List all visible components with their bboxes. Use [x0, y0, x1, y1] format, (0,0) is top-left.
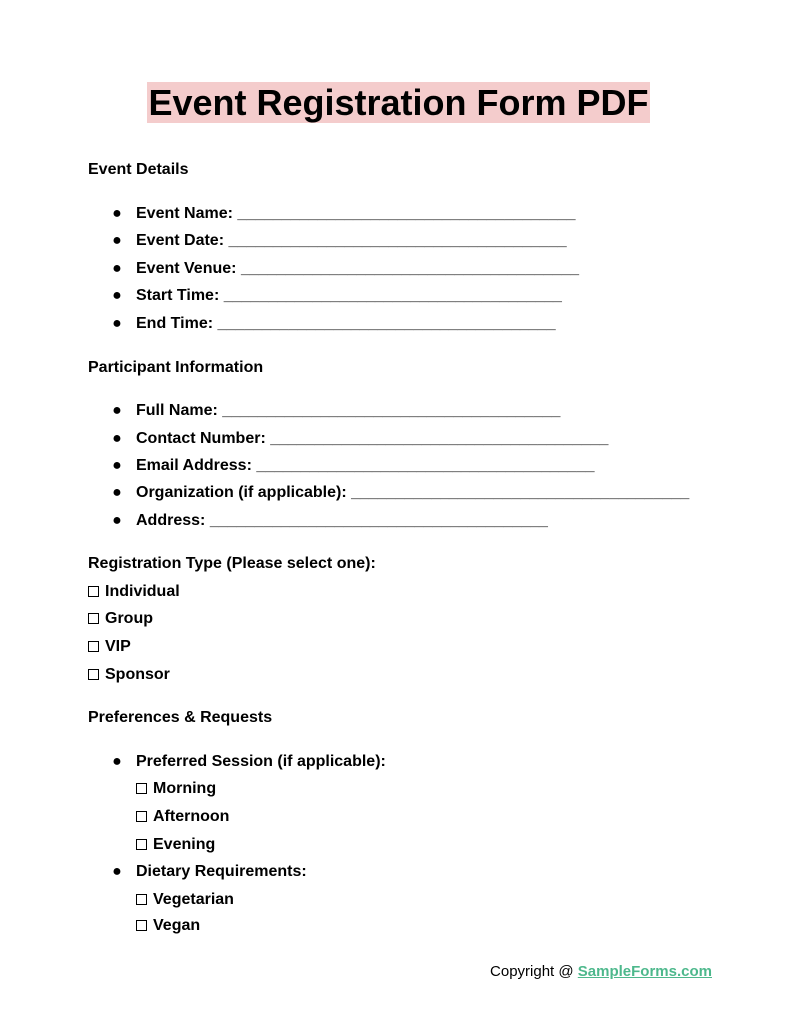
checkbox-icon[interactable] — [136, 894, 147, 905]
fill-in-line[interactable]: ______________________________________ — [270, 430, 609, 447]
bullet-icon: ● — [112, 287, 122, 304]
checkbox-icon[interactable] — [88, 669, 99, 680]
checkbox-icon[interactable] — [136, 811, 147, 822]
bullet-icon: ● — [112, 430, 122, 447]
checkbox-icon[interactable] — [88, 586, 99, 597]
bullet-icon: ● — [112, 205, 122, 222]
bullet-icon: ● — [112, 402, 122, 419]
checkbox-option-vegetarian[interactable] — [136, 891, 234, 909]
field-label: Email Address: — [136, 457, 252, 474]
footer-copyright — [490, 963, 712, 981]
bullet-icon: ● — [112, 753, 122, 770]
field-label: Start Time: — [136, 287, 220, 304]
checkbox-option-afternoon[interactable] — [136, 808, 229, 826]
field-label: Organization (if applicable): — [136, 484, 347, 501]
field-label: Event Venue: — [136, 260, 237, 277]
field-label: Event Name: — [136, 205, 233, 222]
checkbox-icon[interactable] — [136, 839, 147, 850]
copyright-text: Copyright @ — [490, 963, 578, 980]
fill-in-line[interactable]: ______________________________________ — [217, 315, 556, 332]
section-heading-preferences: Preferences & Requests — [88, 709, 273, 726]
option-label: Group — [105, 610, 153, 627]
field-label: End Time: — [136, 315, 214, 332]
field-label: Address: — [136, 512, 206, 529]
option-label: Afternoon — [153, 808, 230, 825]
fill-in-line[interactable]: ______________________________________ — [209, 512, 548, 529]
fill-in-line[interactable]: ______________________________________ — [256, 457, 595, 474]
checkbox-icon[interactable] — [88, 613, 99, 624]
checkbox-option-morning[interactable] — [136, 780, 216, 798]
option-label: Individual — [105, 583, 180, 600]
bullet-icon: ● — [112, 315, 122, 332]
fill-in-line[interactable]: ______________________________________ — [237, 205, 576, 222]
fill-in-line[interactable]: ______________________________________ — [240, 260, 580, 277]
checkbox-option-vip[interactable] — [88, 638, 131, 656]
bullet-icon: ● — [112, 260, 122, 277]
bullet-icon: ● — [112, 512, 122, 529]
fill-in-line[interactable]: ______________________________________ — [351, 484, 690, 501]
bullet-icon: ● — [112, 863, 122, 880]
section-heading-registration-type: Registration Type (Please select one): — [88, 555, 376, 572]
checkbox-icon[interactable] — [136, 920, 147, 931]
option-label: VIP — [105, 638, 131, 655]
fill-in-line[interactable]: ______________________________________ — [222, 402, 561, 419]
checkbox-option-individual[interactable] — [88, 583, 180, 601]
fill-in-line[interactable]: ______________________________________ — [228, 232, 567, 249]
option-label: Sponsor — [105, 666, 170, 683]
bullet-icon: ● — [112, 232, 122, 249]
fill-in-line[interactable]: ______________________________________ — [223, 287, 562, 304]
option-label: Vegetarian — [153, 891, 234, 908]
sampleforms-link[interactable]: SampleForms.com — [577, 963, 712, 980]
field-label: Contact Number: — [136, 430, 266, 447]
option-label: Vegan — [153, 917, 201, 934]
section-heading-participant-info: Participant Information — [88, 359, 264, 376]
option-label: Evening — [153, 836, 216, 853]
section-heading-event-details: Event Details — [88, 161, 189, 178]
bullet-icon: ● — [112, 457, 122, 474]
checkbox-option-evening[interactable] — [136, 836, 215, 854]
field-label: Full Name: — [136, 402, 218, 419]
checkbox-icon[interactable] — [88, 641, 99, 652]
field-label: Preferred Session (if applicable): — [136, 753, 386, 770]
checkbox-option-sponsor[interactable] — [88, 666, 170, 684]
option-label: Morning — [153, 780, 217, 797]
checkbox-option-vegan[interactable] — [136, 917, 200, 935]
checkbox-icon[interactable] — [136, 783, 147, 794]
bullet-icon: ● — [112, 484, 122, 501]
title-container — [0, 82, 797, 123]
field-label: Dietary Requirements: — [136, 863, 307, 880]
field-label: Event Date: — [136, 232, 225, 249]
checkbox-option-group[interactable] — [88, 610, 153, 628]
page-title: Event Registration Form PDF — [148, 82, 649, 123]
